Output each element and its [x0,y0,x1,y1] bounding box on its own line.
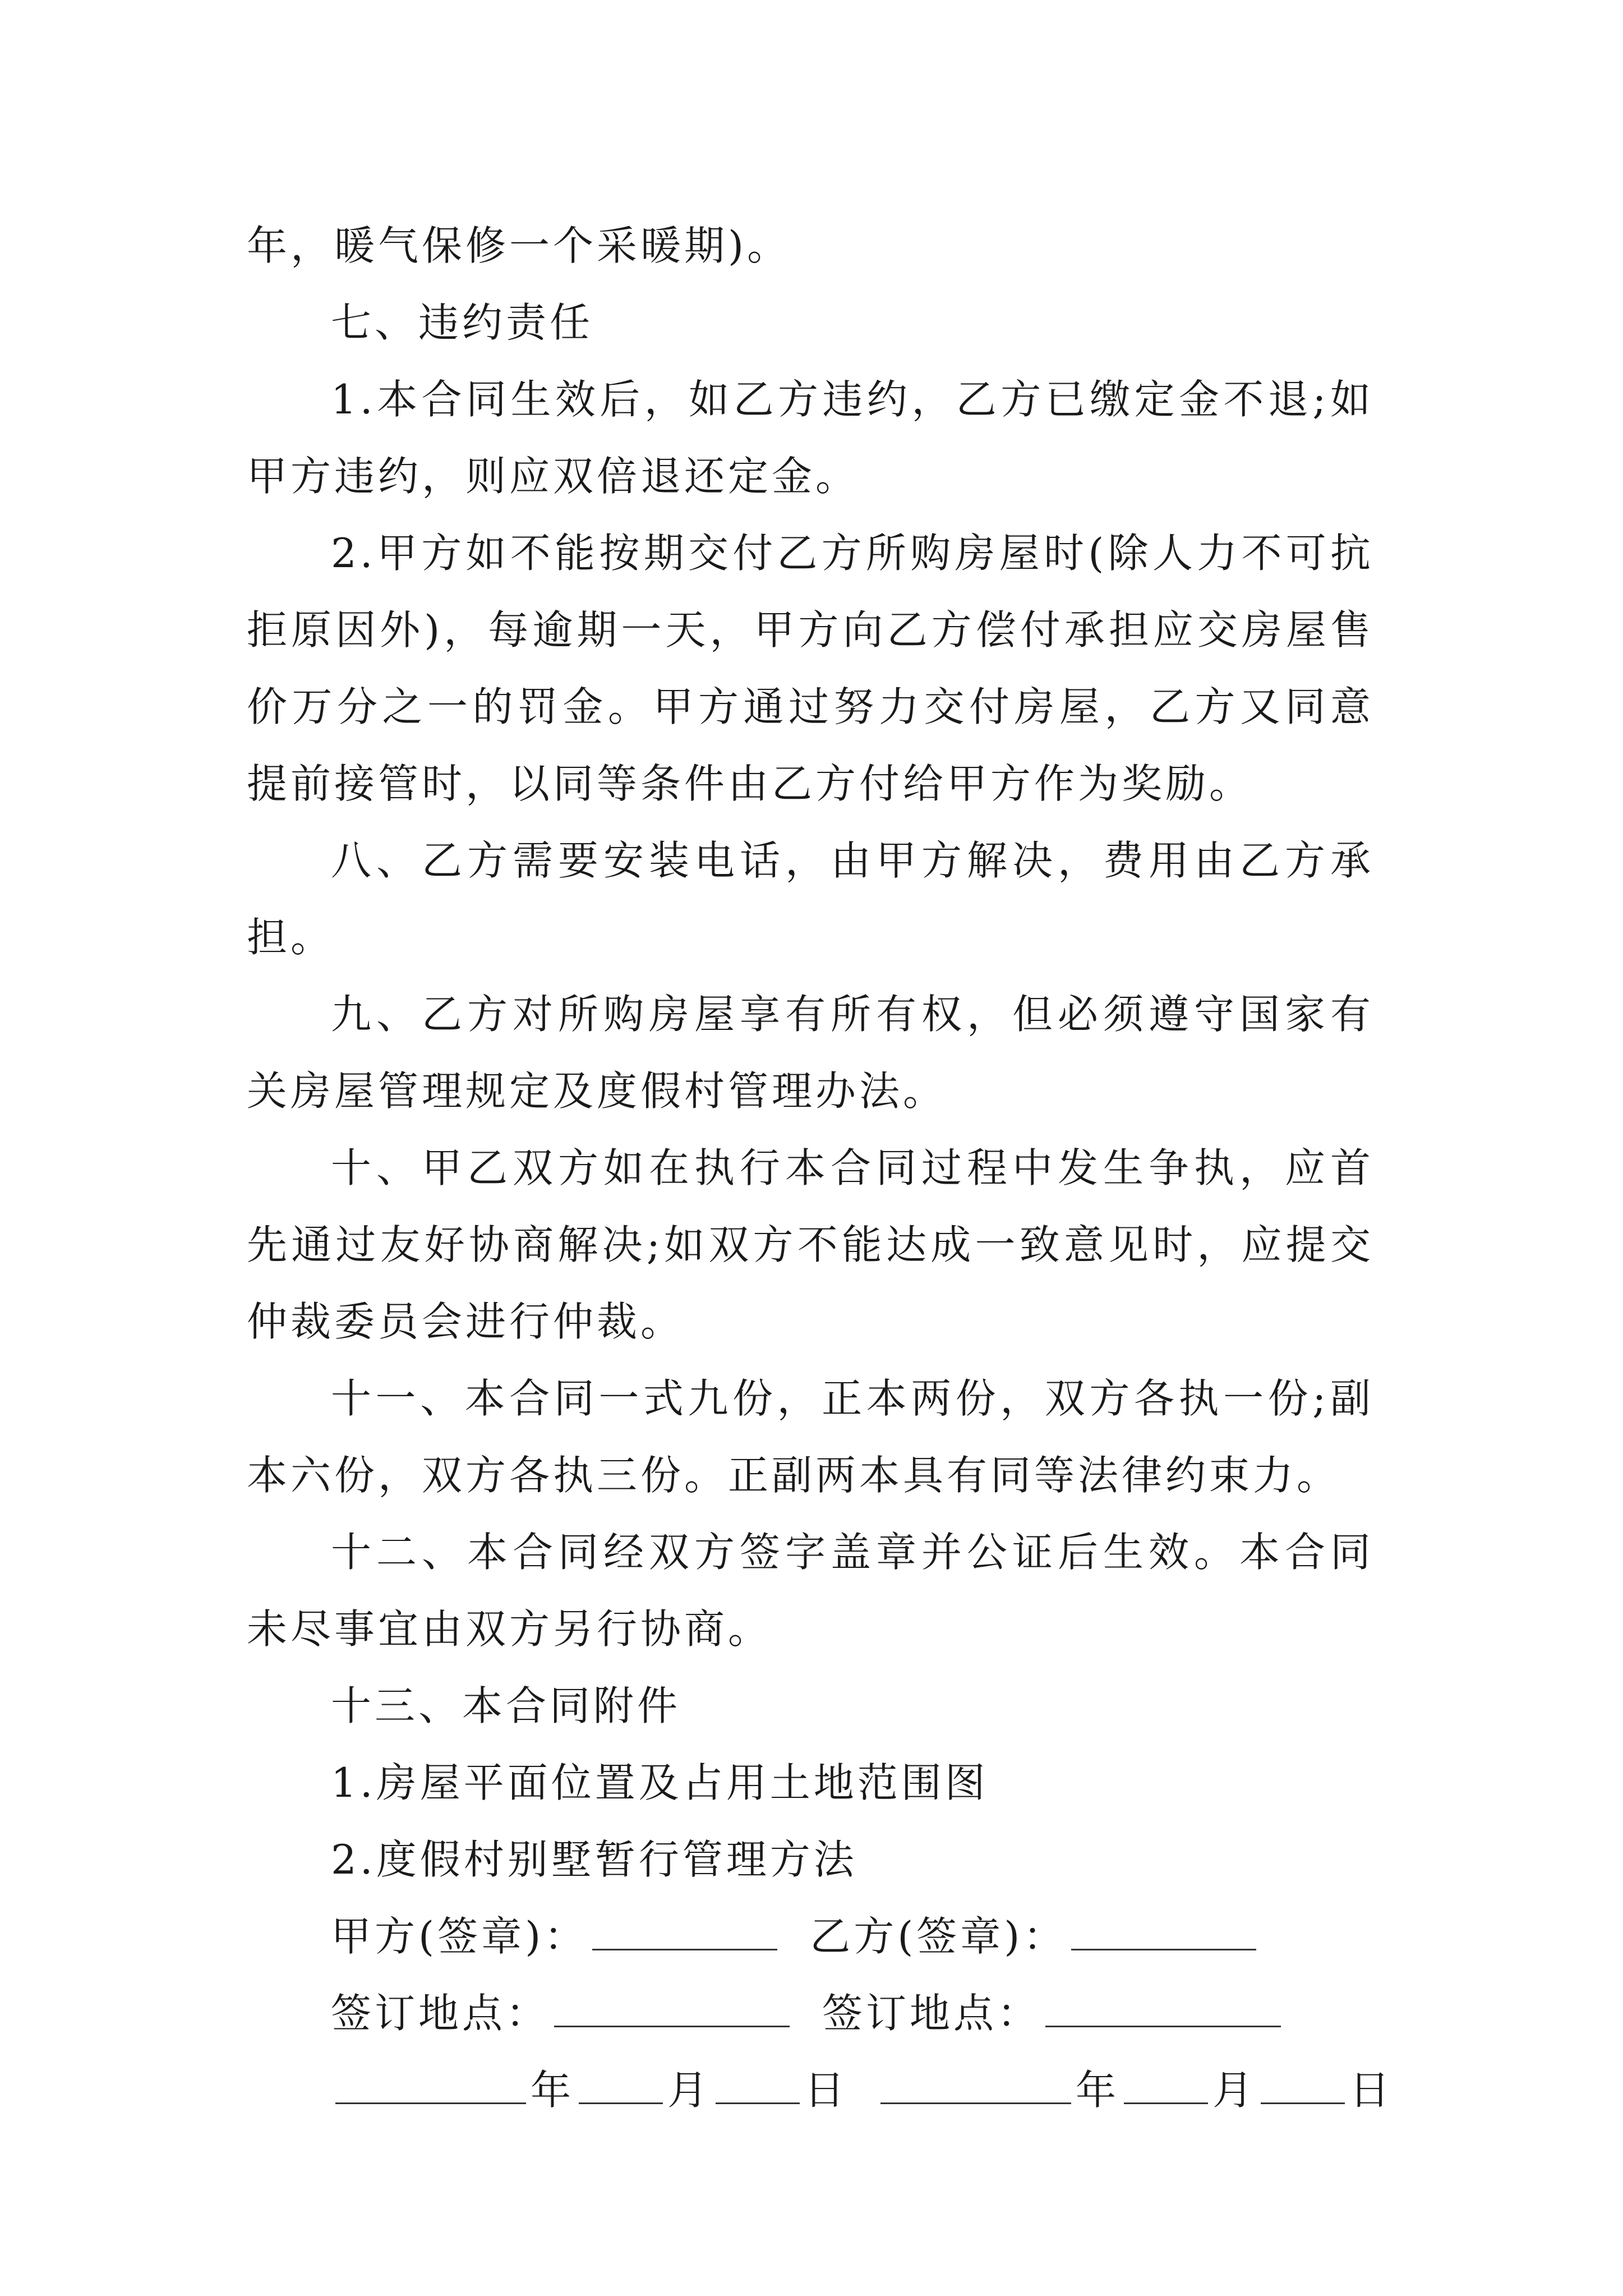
clause-late-delivery: 2.甲方如不能按期交付乙方所购房屋时(除人力不可抗拒原因外)，每逾期一天，甲方向乙方偿付承担应交房屋售价万分之一的罚金。甲方通过努力交付房屋，乙方又同意提前接管时，以同等条件由乙方付给甲方作为奖励。 [247,530,1374,807]
section-effect: 十二、本合同经双方签字盖章并公证后生效。本合同未尽事宜由双方另行协商。 [247,1529,1374,1653]
party-b-label: 乙方(签章)： [810,1913,1067,1960]
day-a-label: 日 [804,2067,849,2114]
party-a-blank[interactable] [592,1915,777,1950]
month-b-label: 月 [1212,2067,1257,2114]
attachment-item-2: 2.度假村别墅暂行管理方法 [331,1836,857,1883]
paragraph-continuation: 年，暖气保修一个采暖期)。 [247,222,791,269]
year-b-label: 年 [1076,2067,1120,2114]
clause-deposit: 1.本合同生效后，如乙方违约，乙方已缴定金不退;如甲方违约，则应双倍退还定金。 [247,376,1374,500]
date-row [247,2052,1394,2129]
document-body [247,208,1394,2129]
section-heading-breach: 七、违约责任 [331,299,594,346]
section-ownership: 九、乙方对所购房屋享有所有权，但必须遵守国家有关房屋管理规定及度假村管理办法。 [247,991,1374,1115]
place-b-blank[interactable] [1045,1992,1281,2027]
year-a-blank[interactable] [335,2069,526,2104]
year-a-label: 年 [531,2067,575,2114]
month-a-label: 月 [667,2067,712,2114]
party-b-blank[interactable] [1071,1915,1256,1950]
section-telephone: 八、乙方需要安装电话，由甲方解决，费用由乙方承担。 [247,837,1374,961]
attachment-item-1: 1.房屋平面位置及占用土地范围图 [331,1759,989,1806]
place-label-a: 签订地点： [331,1990,550,2037]
day-b-label: 日 [1349,2067,1394,2114]
section-attachments: 十三、本合同附件 [331,1682,681,1729]
section-dispute: 十、甲乙双方如在执行本合同过程中发生争执，应首先通过友好协商解决;如双方不能达成一致意见时，应提交仲裁委员会进行仲裁。 [247,1144,1374,1345]
place-row [247,1975,1374,2052]
day-b-blank[interactable] [1261,2069,1345,2104]
section-copies: 十一、本合同一式九份，正本两份，双方各执一份;副本六份，双方各执三份。正副两本具有同等法律约束力。 [247,1375,1374,1499]
place-a-blank[interactable] [554,1992,790,2027]
day-a-blank[interactable] [716,2069,800,2104]
month-b-blank[interactable] [1124,2069,1208,2104]
year-b-blank[interactable] [880,2069,1071,2104]
place-label-b: 签订地点： [822,1990,1041,2037]
signature-row [247,1898,1374,1975]
party-a-label: 甲方(签章)： [331,1913,588,1960]
month-a-blank[interactable] [579,2069,663,2104]
